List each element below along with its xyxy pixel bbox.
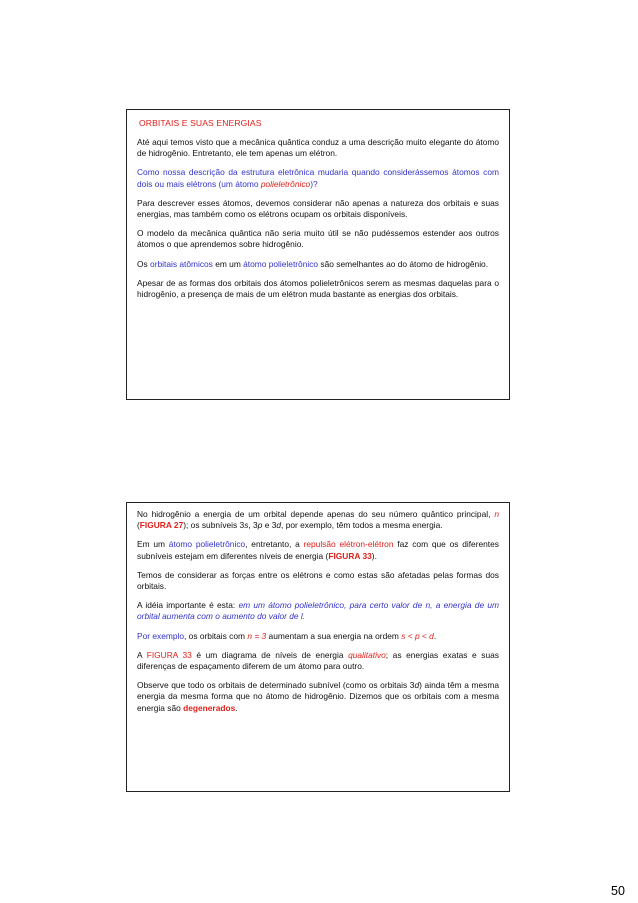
paragraph-3: Temos de considerar as forças entre os elétrons e como estas são afetadas pelas formas dos orbitais. <box>137 569 499 592</box>
slide-hidrogenio-niveis <box>126 502 510 792</box>
paragraph-6: A FIGURA 33 é um diagrama de níveis de energia qualitativo; as energias exatas e suas diferenças de espaçamento diferem de um átomo para outro. <box>137 649 499 672</box>
paragraph-6: Apesar de as formas dos orbitais dos átomos polieletrônicos serem as mesmas daquelas para o hidrogênio, a presença de mais de um elétron muda bastante as energias dos orbitais. <box>137 277 499 300</box>
paragraph-7: Observe que todo os orbitais de determinado subnível (como os orbitais 3d) ainda têm a mesma energia da mesma forma que no átomo de hidrogênio. Dizemos que os orbitais com a mesma energia são degenerados. <box>137 680 499 713</box>
paragraph-1: Até aqui temos visto que a mecânica quântica conduz a uma descrição muito elegante do átomo de hidrogênio. Entretanto, ele tem apenas um elétron. <box>137 137 499 159</box>
paragraph-1: No hidrogênio a energia de um orbital depende apenas do seu número quântico principal, n (FIGURA 27); os subníveis 3s, 3p e 3d, por exemplo, têm todos a mesma energia. <box>137 509 499 531</box>
paragraph-2: Em um átomo polieletrônico, entretanto, a repulsão elétron-elétron faz com que os diferentes subníveis estejam em diferentes níveis de energia (FIGURA 33). <box>137 539 499 561</box>
slide-orbitais-energias <box>126 109 510 400</box>
paragraph-5: Os orbitais atômicos em um átomo polieletrônico são semelhantes ao do átomo de hidrogênio. <box>137 258 489 269</box>
paragraph-5: Por exemplo, os orbitais com n = 3 aumentam a sua energia na ordem s < p < d. <box>137 630 437 641</box>
slide-title: ORBITAIS E SUAS ENERGIAS <box>139 118 262 128</box>
paragraph-4: A idéia importante é esta: em um átomo polieletrônico, para certo valor de n, a energia de um orbital aumenta com o aumento do valor de l. <box>137 600 499 622</box>
page-number: 50 <box>611 884 625 898</box>
paragraph-2: Como nossa descrição da estrutura eletrônica mudaria quando considerássemos átomos com dois ou mais elétrons (um átomo polieletrônico)? <box>137 167 499 189</box>
paragraph-4: O modelo da mecânica quântica não seria muito útil se não pudéssemos estender aos outros átomos o que aprendemos sobre hidrogênio. <box>137 228 499 250</box>
paragraph-3: Para descrever esses átomos, devemos considerar não apenas a natureza dos orbitais e suas energias, mas também como os elétrons ocupam os orbitais disponíveis. <box>137 197 499 220</box>
